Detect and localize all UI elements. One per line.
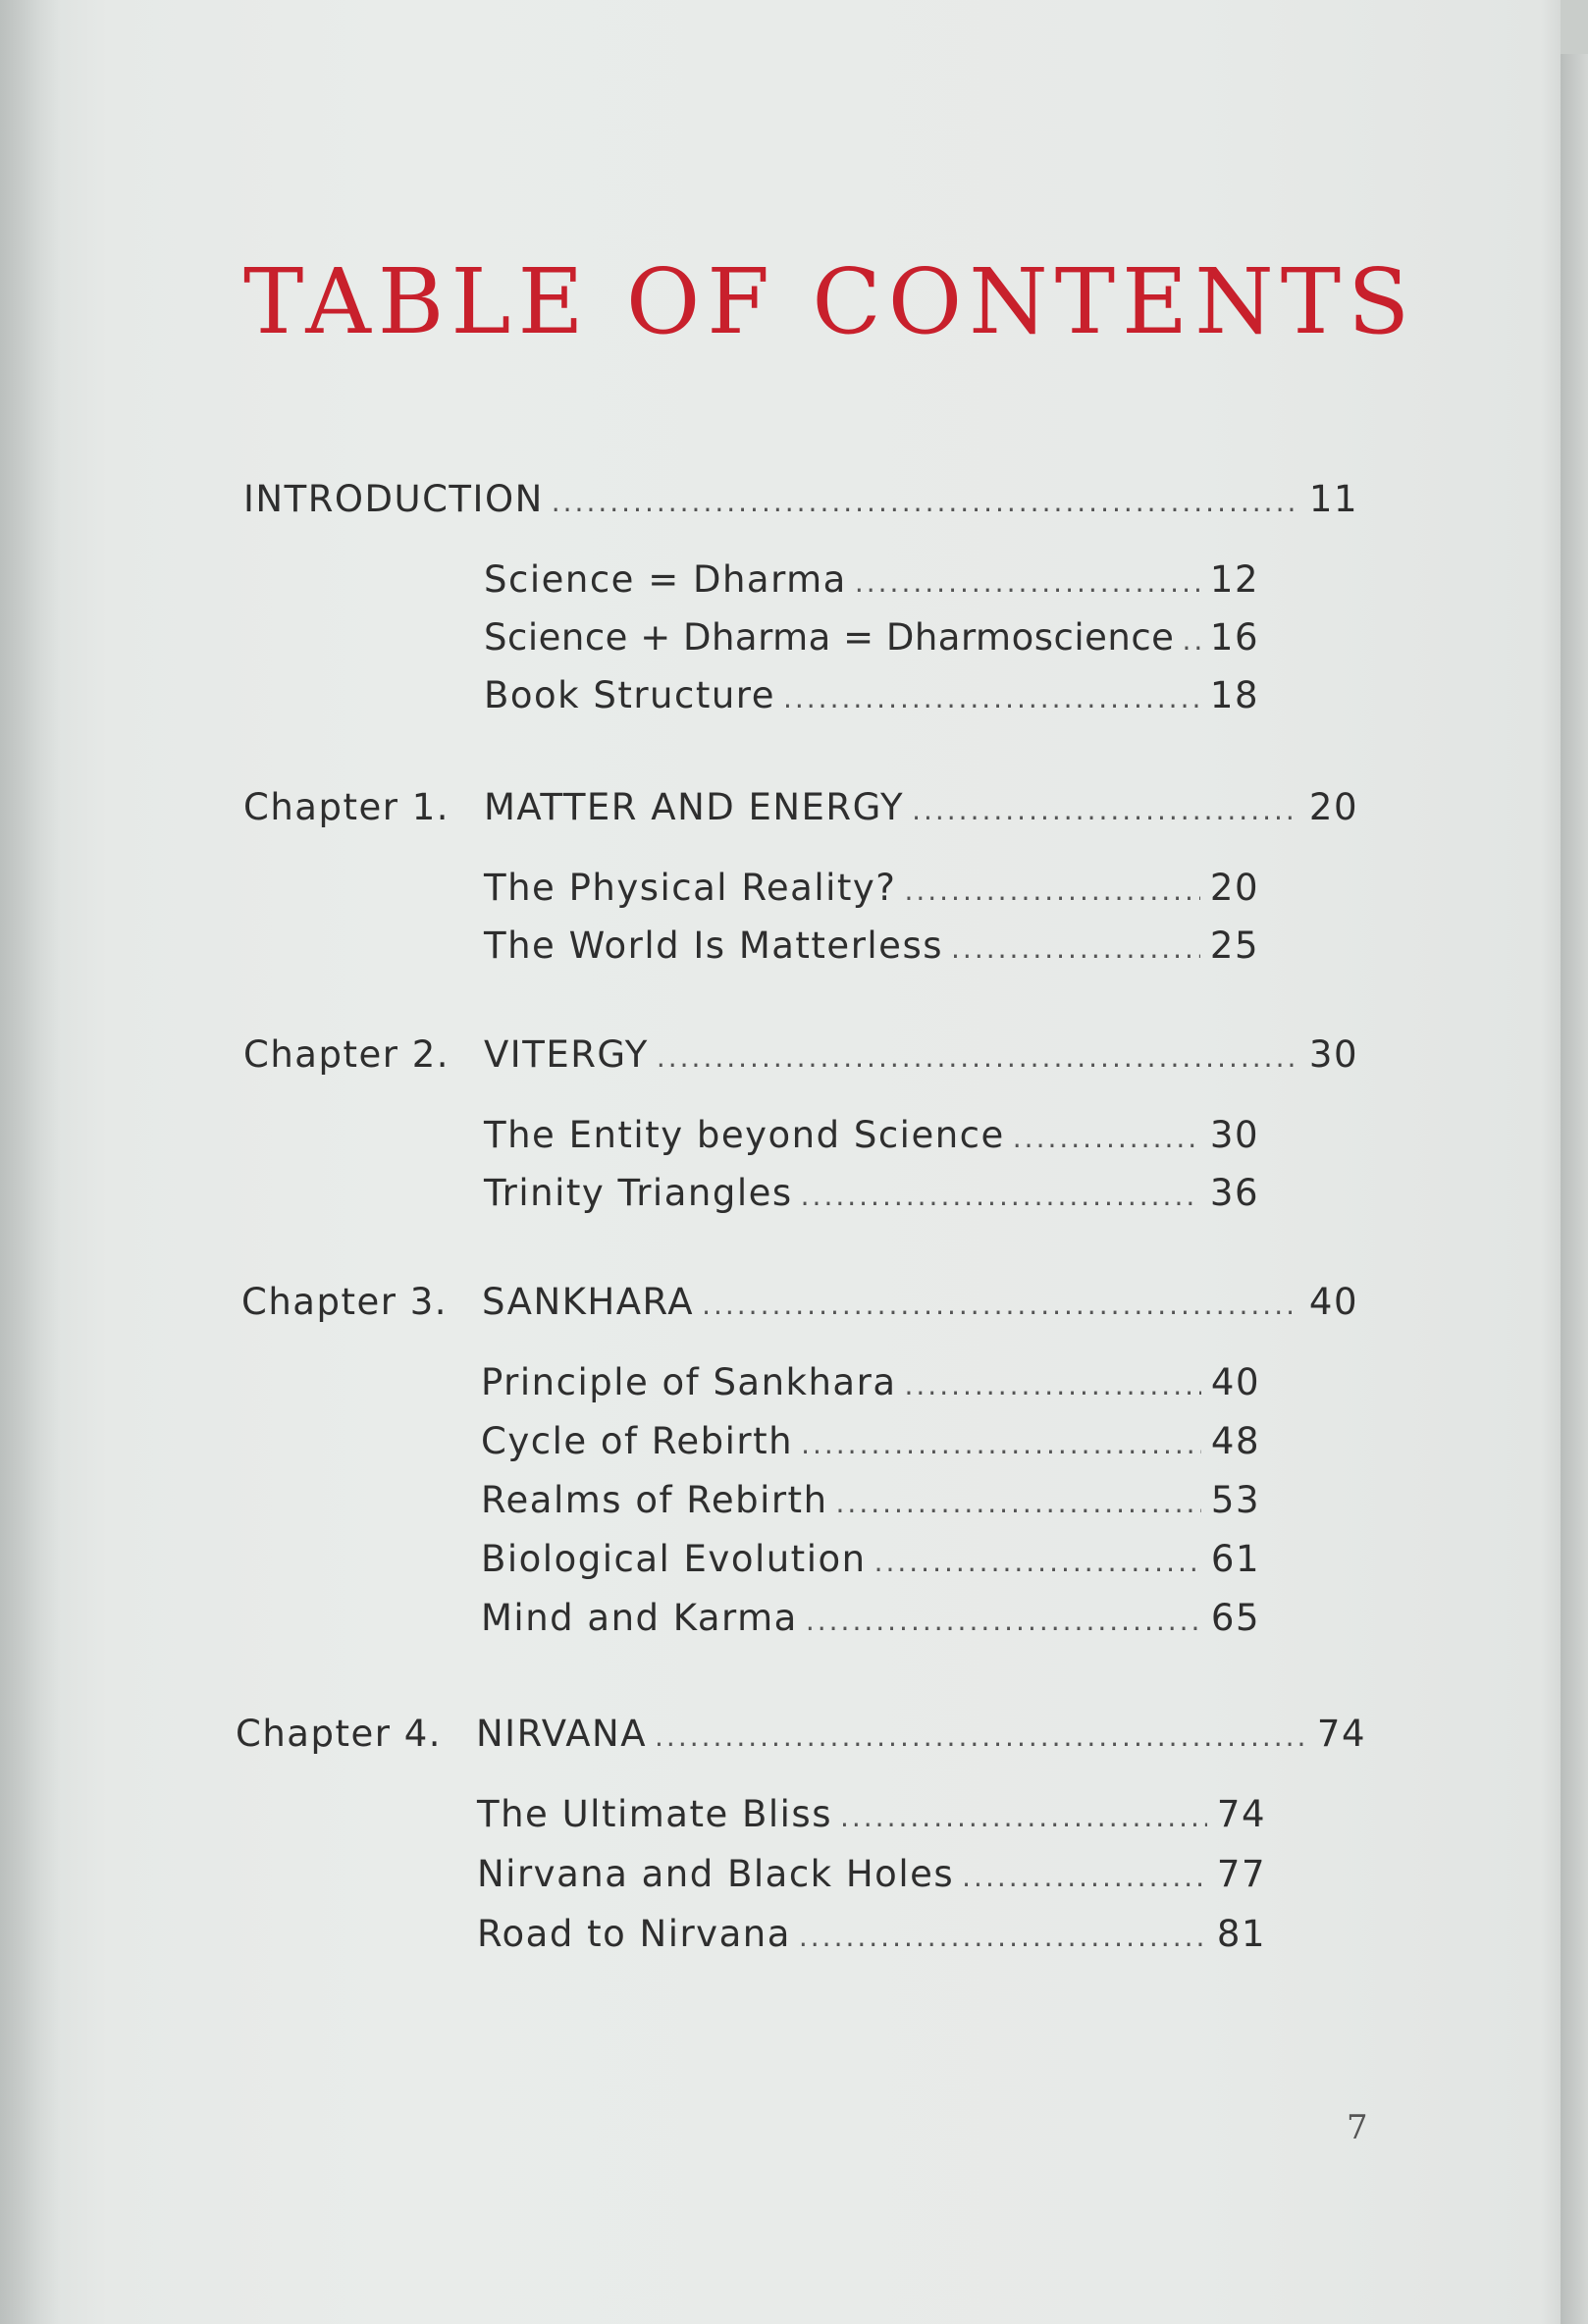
toc-entry-page: 61 bbox=[1210, 1538, 1260, 1580]
toc-entry-label: The Physical Reality? bbox=[484, 867, 897, 909]
chapter-number: Chapter 4. bbox=[236, 1713, 442, 1755]
toc-entry-page: 18 bbox=[1209, 674, 1259, 716]
dot-leader bbox=[951, 935, 1200, 963]
page-edge bbox=[1561, 54, 1588, 2324]
toc-entry-page: 40 bbox=[1308, 1281, 1358, 1323]
toc-entry-label: The Entity beyond Science bbox=[484, 1114, 1005, 1156]
toc-entry-page: 53 bbox=[1210, 1479, 1260, 1521]
toc-entry-label: Biological Evolution bbox=[481, 1538, 867, 1580]
toc-entry-section bbox=[477, 1853, 1266, 1895]
toc-entry-page: 81 bbox=[1216, 1913, 1266, 1955]
toc-entry-label: The Ultimate Bliss bbox=[477, 1793, 832, 1835]
dot-leader bbox=[904, 877, 1199, 905]
toc-entry-page: 20 bbox=[1209, 867, 1259, 909]
toc-entry-page: 74 bbox=[1316, 1713, 1366, 1755]
toc-entry-page: 20 bbox=[1308, 786, 1358, 828]
chapter-number: Chapter 3. bbox=[241, 1281, 448, 1323]
toc-entry-section bbox=[484, 867, 1259, 909]
spine-shadow bbox=[0, 0, 59, 2324]
toc-entry-section bbox=[481, 1420, 1260, 1462]
toc-entry-section bbox=[481, 1361, 1260, 1403]
toc-entry-section bbox=[484, 616, 1259, 659]
toc-entry-page: 74 bbox=[1216, 1793, 1266, 1835]
chapter-number: Chapter 2. bbox=[243, 1033, 450, 1076]
toc-entry-section bbox=[481, 1538, 1260, 1580]
toc-entry-label: Road to Nirvana bbox=[477, 1913, 791, 1955]
dot-leader bbox=[962, 1864, 1207, 1891]
toc-entry-label: Science + Dharma = Dharmoscience bbox=[484, 616, 1175, 659]
toc-entry-label: Mind and Karma bbox=[481, 1597, 798, 1639]
dot-leader bbox=[702, 1292, 1299, 1319]
toc-entry-label: Nirvana and Black Holes bbox=[477, 1853, 955, 1895]
toc-entry-label: Realms of Rebirth bbox=[481, 1479, 828, 1521]
toc-entry-page: 11 bbox=[1308, 478, 1358, 520]
toc-entry-page: 40 bbox=[1210, 1361, 1260, 1403]
toc-entry-label: Principle of Sankhara bbox=[481, 1361, 897, 1403]
toc-entry-label: VITERGY bbox=[484, 1033, 649, 1076]
toc-entry-page: 16 bbox=[1209, 616, 1259, 659]
toc-entry-page: 30 bbox=[1209, 1114, 1259, 1156]
dot-leader bbox=[1013, 1125, 1200, 1152]
toc-entry-page: 12 bbox=[1209, 558, 1259, 601]
toc-entry-label: NIRVANA bbox=[476, 1713, 648, 1755]
dot-leader bbox=[799, 1924, 1207, 1951]
toc-entry-page: 30 bbox=[1308, 1033, 1358, 1076]
toc-entry-chapter-4 bbox=[236, 1713, 1366, 1755]
dot-leader bbox=[905, 1372, 1201, 1400]
toc-entry-section bbox=[484, 924, 1259, 967]
toc-entry-page: 77 bbox=[1216, 1853, 1266, 1895]
toc-entry-chapter-1 bbox=[243, 786, 1358, 828]
chapter-number: Chapter 1. bbox=[243, 786, 450, 828]
toc-entry-label: SANKHARA bbox=[482, 1281, 695, 1323]
dot-leader bbox=[801, 1183, 1200, 1210]
toc-entry-section bbox=[484, 1114, 1259, 1156]
toc-entry-section bbox=[477, 1793, 1266, 1835]
toc-entry-section bbox=[484, 558, 1259, 601]
toc-entry-section bbox=[484, 1172, 1259, 1214]
toc-entry-label: Science = Dharma bbox=[484, 558, 847, 601]
toc-entry-section bbox=[481, 1479, 1260, 1521]
toc-entry-chapter-3 bbox=[241, 1281, 1358, 1323]
dot-leader bbox=[855, 569, 1200, 597]
dot-leader bbox=[836, 1490, 1201, 1517]
toc-entry-page: 48 bbox=[1210, 1420, 1260, 1462]
toc-entry-page: 36 bbox=[1209, 1172, 1259, 1214]
dot-leader bbox=[1182, 627, 1199, 655]
toc-entry-label: INTRODUCTION bbox=[243, 478, 544, 520]
dot-leader bbox=[657, 1044, 1299, 1072]
toc-title: TABLE OF CONTENTS bbox=[243, 249, 1417, 354]
toc-entry-label: Trinity Triangles bbox=[484, 1172, 793, 1214]
dot-leader bbox=[806, 1608, 1201, 1635]
dot-leader bbox=[874, 1549, 1201, 1576]
toc-entry-label: Book Structure bbox=[484, 674, 775, 716]
toc-entry-section bbox=[481, 1597, 1260, 1639]
toc-entry-chapter-2 bbox=[243, 1033, 1358, 1076]
toc-entry-page: 65 bbox=[1210, 1597, 1260, 1639]
dot-leader bbox=[655, 1723, 1307, 1751]
toc-entry-section bbox=[484, 674, 1259, 716]
toc-entry-label: Cycle of Rebirth bbox=[481, 1420, 794, 1462]
toc-entry-label: The World Is Matterless bbox=[484, 924, 944, 967]
toc-entry-introduction bbox=[243, 478, 1358, 520]
dot-leader bbox=[840, 1804, 1207, 1831]
dot-leader bbox=[912, 797, 1299, 824]
page-number: 7 bbox=[1347, 2108, 1368, 2147]
toc-entry-label: MATTER AND ENERGY bbox=[484, 786, 905, 828]
dot-leader bbox=[801, 1431, 1201, 1458]
toc-entry-section bbox=[477, 1913, 1266, 1955]
dot-leader bbox=[552, 489, 1299, 516]
dot-leader bbox=[783, 685, 1200, 713]
toc-entry-page: 25 bbox=[1209, 924, 1259, 967]
